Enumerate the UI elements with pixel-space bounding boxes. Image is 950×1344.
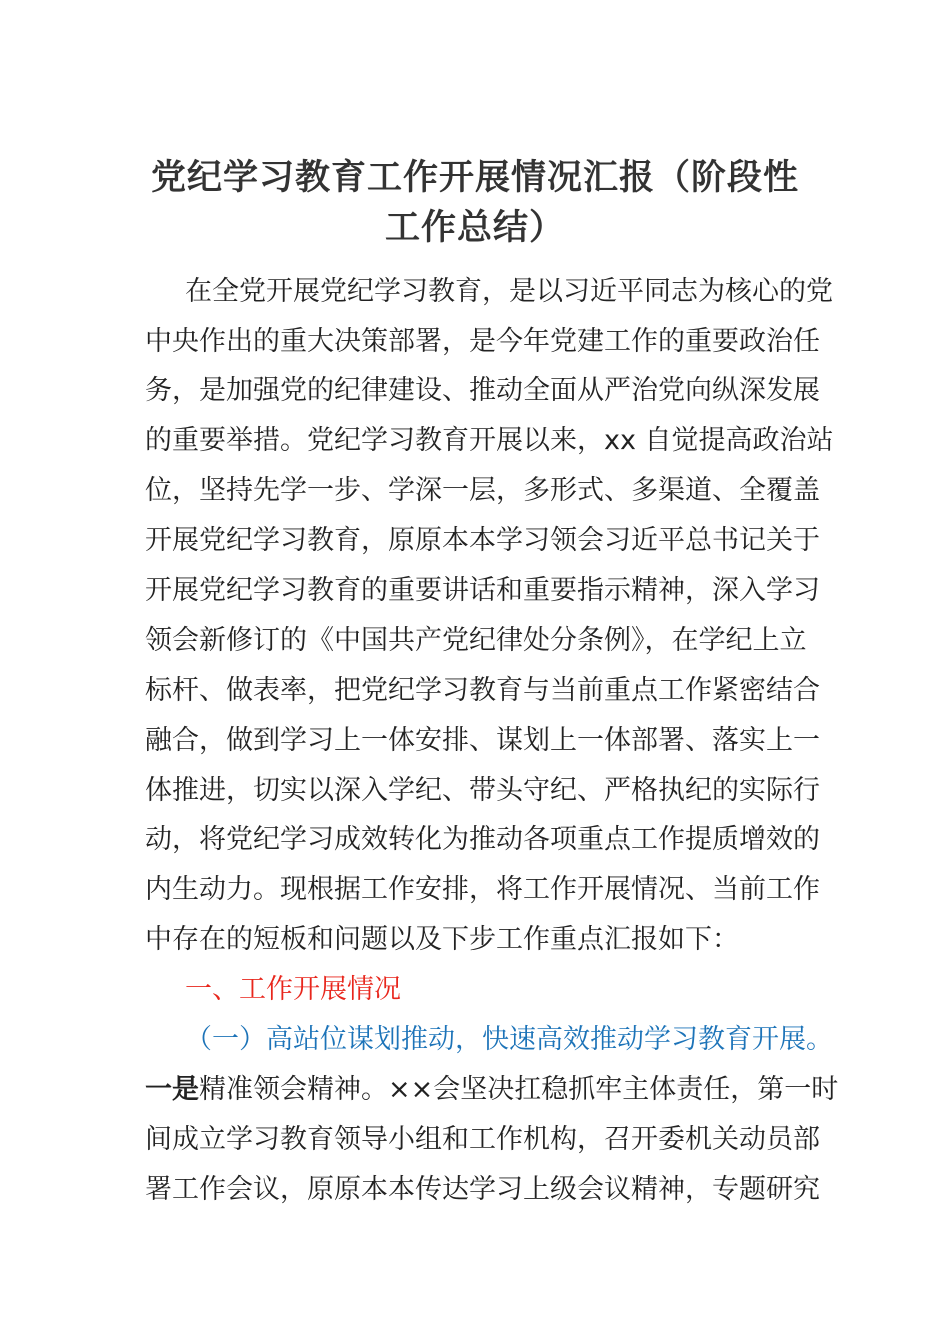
intro-line: 内生动力。现根据工作安排，将工作开展情况、当前工作: [145, 874, 820, 905]
intro-line: 领会新修订的《中国共产党纪律处分条例》，在学纪上立: [145, 625, 807, 656]
para2-line-1-text: 精准领会精神。××会坚决扛稳抓牢主体责任，第一时: [199, 1074, 839, 1105]
intro-line: 标杆、做表率，把党纪学习教育与当前重点工作紧密结合: [145, 675, 820, 706]
intro-line: 中存在的短板和问题以及下步工作重点汇报如下：: [145, 924, 739, 955]
intro-line: 体推进，切实以深入学纪、带头守纪、严格执纪的实际行: [145, 775, 820, 806]
subsection-heading: （一）高站位谋划推动，快速高效推动学习教育开展。: [185, 1024, 833, 1055]
intro-line: 位，坚持先学一步、学深一层，多形式、多渠道、全覆盖: [145, 475, 820, 506]
para2-line-1: [145, 1072, 838, 1108]
intro-line: 在全党开展党纪学习教育，是以习近平同志为核心的党: [185, 276, 833, 307]
para2-line: 间成立学习教育领导小组和工作机构，召开委机关动员部: [145, 1124, 820, 1155]
document-title-line-1: 党纪学习教育工作开展情况汇报（阶段性: [150, 158, 799, 198]
intro-line: 动，将党纪学习成效转化为推动各项重点工作提质增效的: [145, 824, 820, 855]
intro-line: 的重要举措。党纪学习教育开展以来，xx 自觉提高政治站: [145, 425, 834, 456]
para2-lead-bold: 一是: [145, 1074, 199, 1105]
intro-line: 中央作出的重大决策部署，是今年党建工作的重要政治任: [145, 326, 820, 357]
intro-line: 务，是加强党的纪律建设、推动全面从严治党向纵深发展: [145, 375, 820, 406]
intro-line: 融合，做到学习上一体安排、谋划上一体部署、落实上一: [145, 725, 820, 756]
intro-line: 开展党纪学习教育的重要讲话和重要指示精神，深入学习: [145, 575, 820, 606]
intro-line: 开展党纪学习教育，原原本本学习领会习近平总书记关于: [145, 525, 820, 556]
para2-line: 署工作会议，原原本本传达学习上级会议精神，专题研究: [145, 1174, 820, 1205]
document-title-line-2: 工作总结）: [384, 208, 565, 248]
section-heading: 一、工作开展情况: [185, 974, 401, 1005]
